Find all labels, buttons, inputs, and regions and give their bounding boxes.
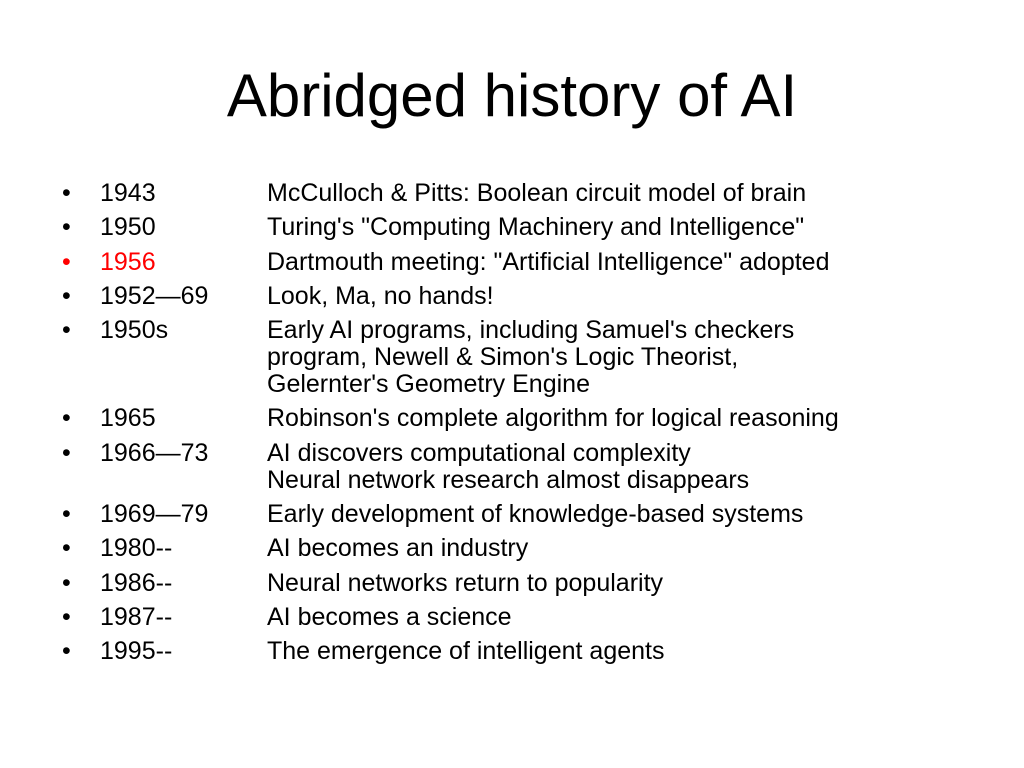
- description-line: Neural networks return to popularity: [267, 568, 664, 597]
- timeline-year: 1986--: [100, 568, 173, 597]
- timeline-description: [267, 638, 1002, 665]
- timeline-item: [62, 501, 1002, 528]
- timeline-year: 1969—79: [100, 500, 209, 529]
- timeline-item: [62, 440, 1002, 494]
- description-line: AI becomes an industry: [267, 534, 529, 563]
- timeline-item: [62, 283, 1002, 310]
- timeline-description: [267, 214, 1002, 241]
- description-line: program, Newell & Simon's Logic Theorist,: [267, 343, 739, 372]
- timeline-item: [62, 638, 1002, 665]
- timeline-description: [267, 180, 1002, 207]
- timeline-item: [62, 604, 1002, 631]
- timeline-description: [267, 501, 1002, 528]
- timeline-year: 1966—73: [100, 438, 209, 467]
- timeline-description: [267, 317, 1002, 398]
- bullet-icon: •: [62, 281, 71, 310]
- timeline-year: 1995--: [100, 637, 173, 666]
- bullet-icon: •: [62, 568, 71, 597]
- timeline-year: 1943: [100, 179, 156, 207]
- timeline-description: [267, 604, 1002, 631]
- description-line: Robinson's complete algorithm for logical reasoning: [267, 404, 839, 433]
- bullet-icon: •: [62, 602, 71, 631]
- timeline-item: [62, 535, 1002, 562]
- bullet-icon: •: [62, 213, 71, 242]
- timeline-year: 1950: [100, 213, 156, 242]
- bullet-icon: •: [62, 534, 71, 563]
- slide-title: Abridged history of AI: [226, 62, 798, 129]
- bullet-icon: •: [62, 316, 71, 345]
- timeline-description: [267, 283, 1002, 310]
- timeline-item: [62, 180, 1002, 207]
- bullet-icon: •: [62, 247, 71, 276]
- description-line: The emergence of intelligent agents: [267, 637, 665, 666]
- timeline-item: [62, 405, 1002, 432]
- timeline-item: [62, 570, 1002, 597]
- description-line: Gelernter's Geometry Engine: [267, 370, 590, 399]
- timeline-description: [267, 535, 1002, 562]
- description-line: Look, Ma, no hands!: [267, 281, 494, 310]
- timeline-year: 1965: [100, 404, 156, 433]
- timeline-description: [267, 249, 1002, 276]
- bullet-icon: •: [62, 404, 71, 433]
- bullet-icon: •: [62, 179, 71, 207]
- bullet-icon: •: [62, 637, 71, 666]
- description-line: Early development of knowledge-based systems: [267, 500, 804, 529]
- description-line: McCulloch & Pitts: Boolean circuit model of brain: [267, 179, 807, 207]
- timeline-item: [62, 214, 1002, 241]
- timeline-description: [267, 440, 1002, 494]
- bullet-icon: •: [62, 500, 71, 529]
- description-line: Early AI programs, including Samuel's checkers: [267, 316, 795, 345]
- timeline-description: [267, 570, 1002, 597]
- timeline-year: 1952—69: [100, 281, 209, 310]
- description-line: AI becomes a science: [267, 602, 512, 631]
- timeline-year: 1950s: [100, 316, 169, 345]
- timeline-year: 1956: [100, 247, 156, 276]
- timeline-description: [267, 405, 1002, 432]
- timeline-list: [62, 180, 1002, 673]
- timeline-year: 1980--: [100, 534, 173, 563]
- timeline-item: [62, 317, 1002, 398]
- timeline-year: 1987--: [100, 602, 173, 631]
- bullet-icon: •: [62, 438, 71, 467]
- description-line: Dartmouth meeting: "Artificial Intelligence" adopted: [267, 247, 830, 276]
- description-line: Neural network research almost disappears: [267, 465, 750, 494]
- description-line: Turing's "Computing Machinery and Intelligence": [267, 213, 805, 242]
- description-line: AI discovers computational complexity: [267, 438, 691, 467]
- timeline-item: [62, 249, 1002, 276]
